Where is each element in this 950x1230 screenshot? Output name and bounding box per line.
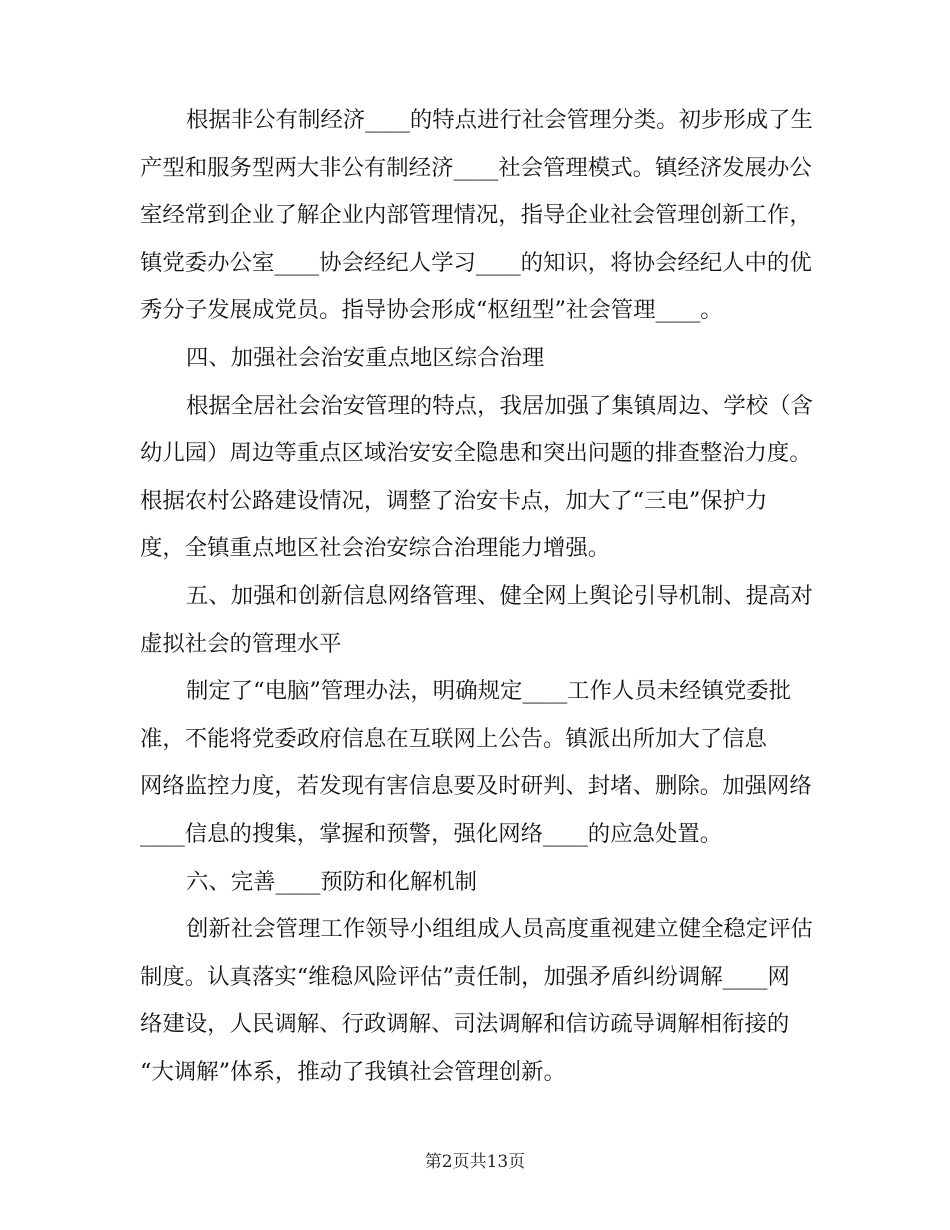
- paragraph-conflict-resolution: [140, 906, 812, 1096]
- text-line: 网络监控力度，若发现有害信息要及时研判、封堵、删除。加强网络: [140, 773, 812, 800]
- text-line: 准，不能将党委政府信息在互联网上公告。镇派出所加大了信息: [140, 725, 767, 752]
- heading-line: 虚拟社会的管理水平: [140, 630, 342, 657]
- document-body: [140, 97, 812, 1096]
- page-number: 第2页共13页: [424, 1152, 526, 1172]
- heading-line: 五、加强和创新信息网络管理、健全网上舆论引导机制、提高对: [186, 582, 813, 609]
- heading-line: 四、加强社会治安重点地区综合治理: [186, 344, 545, 371]
- paragraph-public-security: [140, 383, 812, 573]
- section-heading-5: [140, 573, 812, 668]
- text-line: 室经常到企业了解企业内部管理情况，指导企业社会管理创新工作，: [140, 202, 812, 229]
- heading-line: 六、完善____预防和化解机制: [186, 868, 478, 895]
- paragraph-network-management: [140, 668, 812, 858]
- text-line: 度，全镇重点地区社会治安综合治理能力增强。: [140, 535, 611, 562]
- text-line: 幼儿园）周边等重点区域治安安全隐患和突出问题的排查整治力度。: [140, 440, 812, 467]
- text-line: ____信息的搜集，掌握和预警，强化网络____的应急处置。: [140, 820, 723, 847]
- text-line: 产型和服务型两大非公有制经济____社会管理模式。镇经济发展办公: [140, 154, 812, 181]
- text-line: 秀分子发展成党员。指导协会形成“枢纽型”社会管理____。: [140, 297, 723, 324]
- text-line: 根据非公有制经济____的特点进行社会管理分类。初步形成了生: [186, 107, 813, 133]
- text-line: 创新社会管理工作领导小组组成人员高度重视建立健全稳定评估: [186, 916, 813, 943]
- text-line: “大调解”体系，推动了我镇社会管理创新。: [140, 1058, 566, 1085]
- text-line: 根据全居社会治安管理的特点，我居加强了集镇周边、学校（含: [186, 392, 813, 419]
- text-line: 制定了“电脑”管理办法，明确规定____工作人员未经镇党委批: [186, 678, 792, 705]
- section-heading-4: [140, 335, 812, 383]
- section-heading-6: [140, 859, 812, 907]
- text-line: 络建设，人民调解、行政调解、司法调解和信访疏导调解相衔接的: [140, 1011, 790, 1038]
- text-line: 根据农村公路建设情况，调整了治安卡点，加大了“三电”保护力: [140, 487, 768, 514]
- paragraph-enterprise-management: [140, 97, 812, 335]
- text-line: 镇党委办公室____协会经纪人学习____的知识，将协会经纪人中的优: [140, 249, 812, 276]
- text-line: 制度。认真落实“维稳风险评估”责任制，加强矛盾纠纷调解____网: [140, 963, 790, 990]
